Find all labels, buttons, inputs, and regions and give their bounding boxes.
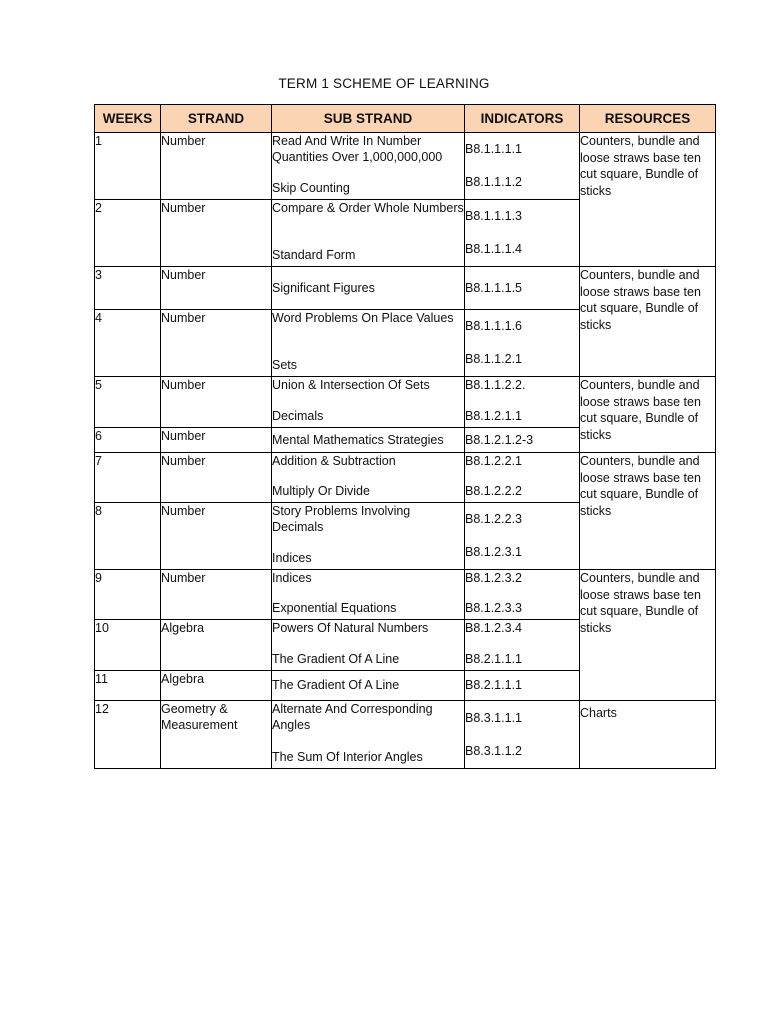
strand-cell: Number xyxy=(161,377,272,428)
strand-cell: Number xyxy=(161,267,272,310)
indicator-text: B8.1.2.3.3 xyxy=(465,600,522,615)
resources-cell: Counters, bundle and loose straws base ten cut square, Bundle of sticks xyxy=(580,377,716,453)
sub-strand-text: Compare & Order Whole Numbers xyxy=(272,201,464,215)
indicator-text: B8.2.1.1.1 xyxy=(465,651,522,666)
sub-strand-cell xyxy=(272,570,465,620)
sub-strand-text: Multiply Or Divide xyxy=(272,483,370,498)
strand-cell: Number xyxy=(161,428,272,453)
sub-strand-text: Indices xyxy=(272,550,312,565)
indicator-text: B8.1.2.2.2 xyxy=(465,483,522,498)
sub-strand-cell xyxy=(272,503,465,570)
table-row xyxy=(95,453,716,503)
indicator-text: B8.1.1.1.1 xyxy=(465,142,522,157)
indicators-cell: B8.2.1.1.1 xyxy=(465,671,580,701)
sub-strand-text: Word Problems On Place Values xyxy=(272,311,454,325)
indicators-cell xyxy=(465,200,580,267)
week-cell: 5 xyxy=(95,377,161,428)
week-cell: 3 xyxy=(95,267,161,310)
week-cell: 2 xyxy=(95,200,161,267)
header-resources: RESOURCES xyxy=(580,105,716,133)
sub-strand-text: Story Problems Involving Decimals xyxy=(272,504,411,535)
scheme-table xyxy=(94,104,716,769)
resources-cell: Counters, bundle and loose straws base ten cut square, Bundle of sticks xyxy=(580,453,716,570)
strand-cell: Number xyxy=(161,453,272,503)
indicators-cell: B8.1.2.1.2-3 xyxy=(465,428,580,453)
indicator-text: B8.1.2.3.1 xyxy=(465,545,522,560)
week-cell: 7 xyxy=(95,453,161,503)
indicator-text: B8.1.2.2.1 xyxy=(465,454,522,468)
indicator-text: B8.1.1.2.2. xyxy=(465,378,526,392)
indicators-cell: B8.1.1.1.5 xyxy=(465,267,580,310)
sub-strand-cell xyxy=(272,377,465,428)
table-row xyxy=(95,570,716,620)
strand-cell: Number xyxy=(161,570,272,620)
week-cell: 9 xyxy=(95,570,161,620)
sub-strand-text: Skip Counting xyxy=(272,180,350,195)
sub-strand-text: The Gradient Of A Line xyxy=(272,651,400,666)
strand-cell: Algebra xyxy=(161,620,272,671)
resources-cell: Counters, bundle and loose straws base ten cut square, Bundle of sticks xyxy=(580,267,716,377)
resources-cell: Charts xyxy=(580,701,716,769)
indicator-text: B8.1.2.2.3 xyxy=(465,512,522,527)
indicator-text: B8.1.1.1.3 xyxy=(465,209,522,224)
strand-cell: Number xyxy=(161,200,272,267)
indicators-cell xyxy=(465,503,580,570)
week-cell: 10 xyxy=(95,620,161,671)
strand-cell: Algebra xyxy=(161,671,272,701)
indicators-cell xyxy=(465,133,580,200)
sub-strand-cell xyxy=(272,453,465,503)
indicator-text: B8.3.1.1.1 xyxy=(465,710,522,725)
week-cell: 12 xyxy=(95,701,161,769)
indicator-text: B8.1.2.3.4 xyxy=(465,621,522,635)
sub-strand-cell xyxy=(272,620,465,671)
indicator-text: B8.1.1.1.6 xyxy=(465,319,522,334)
sub-strand-text: Decimals xyxy=(272,408,324,423)
header-row xyxy=(95,105,716,133)
header-indicators: INDICATORS xyxy=(465,105,580,133)
indicators-cell xyxy=(465,570,580,620)
sub-strand-cell xyxy=(272,701,465,769)
sub-strand-text: Read And Write In Number Quantities Over 1,000,000,000 xyxy=(272,134,443,165)
table-row xyxy=(95,267,716,310)
strand-cell: Number xyxy=(161,133,272,200)
resources-cell: Counters, bundle and loose straws base ten cut square, Bundle of sticks xyxy=(580,133,716,267)
sub-strand-text: Exponential Equations xyxy=(272,600,397,615)
indicators-cell xyxy=(465,701,580,769)
sub-strand-text: Sets xyxy=(272,357,298,372)
sub-strand-text: Alternate And Corresponding Angles xyxy=(272,702,433,733)
header-weeks: WEEKS xyxy=(95,105,161,133)
sub-strand-text: Union & Intersection Of Sets xyxy=(272,378,430,392)
header-sub-strand: SUB STRAND xyxy=(272,105,465,133)
sub-strand-cell: Mental Mathematics Strategies xyxy=(272,428,465,453)
page-title: TERM 1 SCHEME OF LEARNING xyxy=(278,76,490,91)
table-row xyxy=(95,377,716,428)
strand-cell: Number xyxy=(161,310,272,377)
indicators-cell xyxy=(465,377,580,428)
week-cell: 1 xyxy=(95,133,161,200)
indicators-cell xyxy=(465,453,580,503)
sub-strand-cell: Significant Figures xyxy=(272,267,465,310)
indicator-text: B8.1.2.3.2 xyxy=(465,571,522,585)
week-cell: 8 xyxy=(95,503,161,570)
week-cell: 4 xyxy=(95,310,161,377)
indicator-text: B8.1.2.1.1 xyxy=(465,408,522,423)
strand-cell: Number xyxy=(161,503,272,570)
table-row xyxy=(95,701,716,769)
week-cell: 11 xyxy=(95,671,161,701)
sub-strand-text: The Sum Of Interior Angles xyxy=(272,749,423,764)
indicator-text: B8.1.1.2.1 xyxy=(465,352,522,367)
sub-strand-cell xyxy=(272,133,465,200)
indicators-cell xyxy=(465,310,580,377)
sub-strand-cell xyxy=(272,310,465,377)
sub-strand-text: Powers Of Natural Numbers xyxy=(272,621,429,635)
header-strand: STRAND xyxy=(161,105,272,133)
indicator-text: B8.1.1.1.2 xyxy=(465,175,522,190)
resources-cell: Counters, bundle and loose straws base ten cut square, Bundle of sticks xyxy=(580,570,716,701)
table-row xyxy=(95,133,716,200)
strand-cell: Geometry & Measurement xyxy=(161,701,272,769)
sub-strand-cell xyxy=(272,200,465,267)
sub-strand-text: Addition & Subtraction xyxy=(272,454,396,468)
sub-strand-cell: The Gradient Of A Line xyxy=(272,671,465,701)
week-cell: 6 xyxy=(95,428,161,453)
sub-strand-text: Indices xyxy=(272,571,312,585)
indicators-cell xyxy=(465,620,580,671)
indicator-text: B8.3.1.1.2 xyxy=(465,744,522,759)
sub-strand-text: Standard Form xyxy=(272,247,356,262)
indicator-text: B8.1.1.1.4 xyxy=(465,242,522,257)
